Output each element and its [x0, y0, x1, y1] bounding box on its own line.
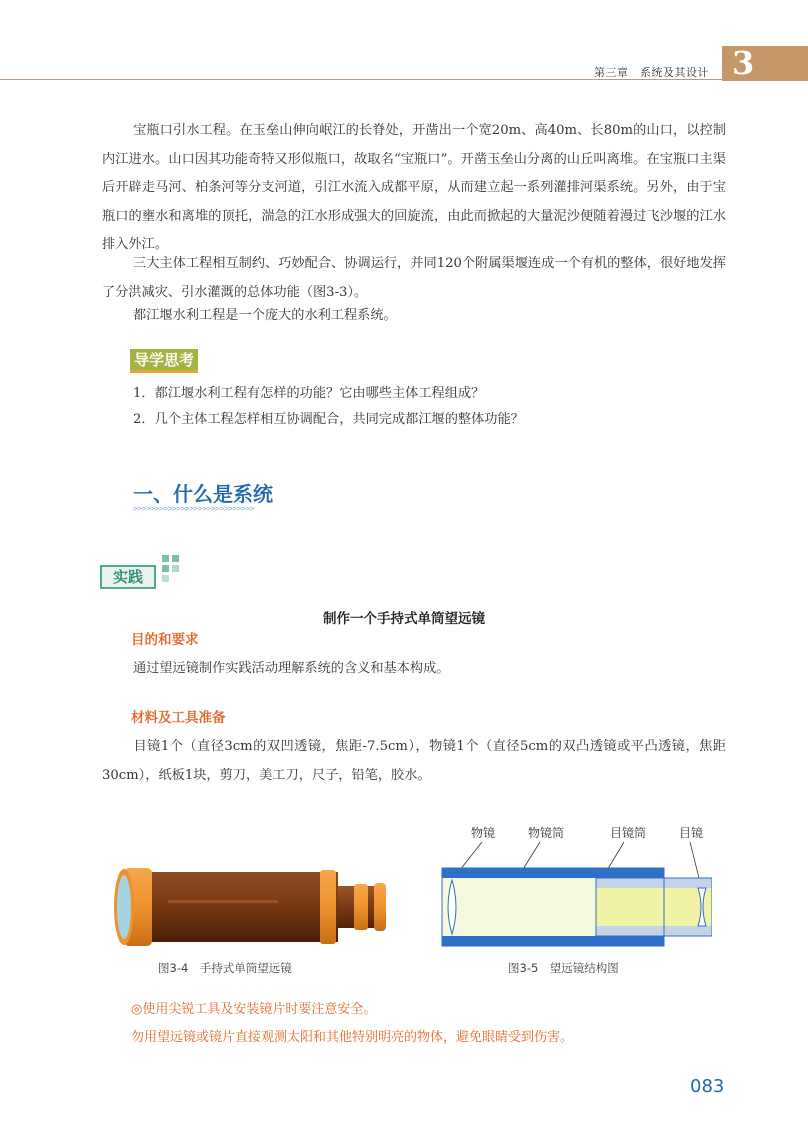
warning-sharp-tools: ◎使用尖锐工具及安装镜片时要注意安全。: [131, 1002, 377, 1017]
objective-lens-icon: [117, 875, 131, 939]
label-objective-tube: 物镜筒: [528, 826, 565, 840]
paragraph-main-projects: 三大主体工程相互制约、巧妙配合、协调运行，并同120个附属渠堰连成一个有机的整体，很好地发挥了分洪减灾、引水灌溉的总体功能（图3-3）。: [102, 256, 726, 300]
eyepiece-tube-wall-bottom: [596, 926, 664, 936]
tube-highlight: [168, 900, 278, 903]
purpose-text: 通过望远镜制作实践活动理解系统的含义和基本构成。: [133, 661, 450, 676]
decor-square: [162, 565, 169, 572]
objective-tube-wall-bottom: [442, 936, 664, 946]
section-title-decoration: >>>>>>>>>>>>>>>>>>>>>>>>>>>>: [133, 504, 254, 513]
decor-square: [172, 565, 179, 572]
chapter-number: 3: [732, 44, 755, 82]
chapter-header-label: 第三章 系统及其设计: [594, 66, 709, 79]
eyepiece-ring: [354, 884, 368, 930]
telescope-illustration: [108, 862, 392, 952]
label-eyepiece-tube: 目镜筒: [610, 826, 647, 840]
practice-badge: 实践: [100, 565, 156, 589]
label-eyepiece: 目镜: [679, 826, 704, 840]
purpose-heading: 目的和要求: [131, 632, 199, 648]
objective-tube-wall-top: [442, 868, 664, 878]
project-title: 制作一个手持式单筒望远镜: [323, 611, 485, 627]
materials-heading: 材料及工具准备: [131, 710, 226, 726]
warning-sun: 勿用望远镜或镜片直接观测太阳和其他特别明亮的物体，避免眼睛受到伤害。: [131, 1030, 574, 1045]
section-title: 一、什么是系统: [133, 482, 273, 506]
tube-middle-ring: [320, 870, 336, 944]
page-number: 083: [690, 1076, 725, 1097]
decor-square: [172, 555, 179, 562]
eyepiece-end-ring: [374, 883, 386, 931]
decor-square: [162, 555, 169, 562]
decor-square: [162, 575, 169, 582]
paragraph-baopingkou: 宝瓶口引水工程。在玉垒山伸向岷江的长脊处，开凿出一个宽20m、高40m、长80m的山口，以控制内江进水。山口因其功能奇特又形似瓶口，故取名“宝瓶口”。开凿玉垒山分离的山丘叫离堆。在宝瓶口主渠后开辟走马河、柏条河等分支河道，引江水流入成都平原，从而建立起一系列灌排河渠系统。另外，由于宝瓶口的壅水和离堆的顶托，湍急的江水形成强大的回旋流，由此而掀起的大量泥沙便随着漫过飞沙堰的江水排入外江。: [102, 123, 726, 253]
materials-text: 目镜1个（直径3cm的双凹透镜，焦距-7.5cm），物镜1个（直径5cm的双凸透镜或平凸透镜，焦距30cm），纸板1块，剪刀，美工刀，尺子，铅笔，胶水。: [102, 739, 726, 783]
telescope-structure-diagram: [440, 840, 712, 950]
eyepiece-tube-ext-bottom: [664, 926, 712, 936]
figure-3-5-caption: 图3-5 望远镜结构图: [508, 961, 619, 975]
guide-question-1: 1．都江堰水利工程有怎样的功能？它由哪些主体工程组成？: [133, 386, 485, 401]
guide-question-2: 2．几个主体工程怎样相互协调配合，共同完成都江堰的整体功能？: [133, 412, 524, 427]
guide-thinking-badge: 导学思考: [130, 349, 198, 373]
paragraph-system-summary: 都江堰水利工程是一个庞大的水利工程系统。: [133, 308, 397, 323]
figure-3-4-caption: 图3-4 手持式单筒望远镜: [158, 961, 292, 975]
eyepiece-tube-ext-top: [664, 878, 712, 888]
objective-tube: [132, 872, 338, 942]
practice-badge-group: [96, 555, 188, 591]
eyepiece-tube-wall-top: [596, 878, 664, 888]
label-objective-lens: 物镜: [471, 826, 496, 840]
